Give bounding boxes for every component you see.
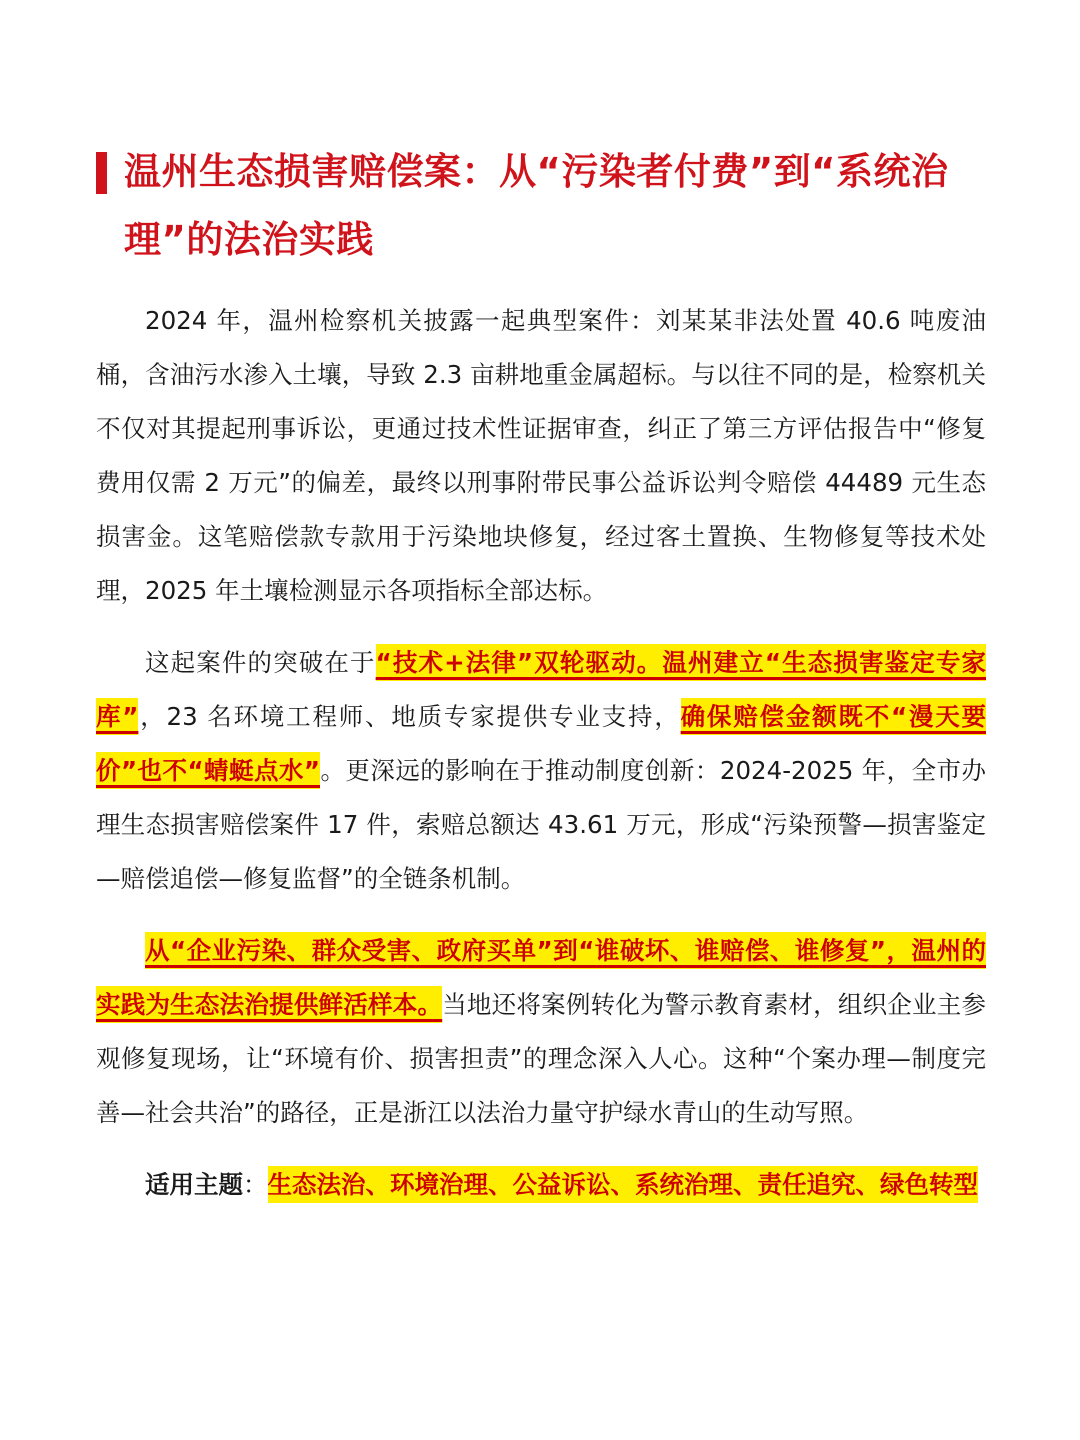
topics-label: 适用主题 — [145, 1170, 243, 1199]
article — [96, 138, 986, 1230]
highlight-tech-law: “技术+法律”双轮驱动。温州建立“生态损害鉴定专家库” — [96, 644, 986, 735]
paragraph-practice — [96, 924, 986, 1140]
topics-list: 生态法治、环境治理、公益诉讼、系统治理、责任追究、绿色转型 — [268, 1166, 979, 1203]
article-title — [96, 138, 986, 274]
topics-separator: ： — [243, 1170, 268, 1199]
paragraph-topics — [96, 1158, 986, 1212]
title-accent-bar — [96, 152, 107, 194]
highlight-compensation: 确保赔偿金额既不“漫天要价”也不“蜻蜓点水” — [96, 698, 986, 789]
paragraph-text: 。更深远的影响在于推动制度创新：2024-2025 年，全市办理生态损害赔偿案件 17 件，索赔总额达 43.61 万元，形成“污染预警—损害鉴定—赔偿追偿—修复监督”的全链条机制。 — [96, 756, 987, 893]
paragraph-text: 2024 年，温州检察机关披露一起典型案件：刘某某非法处置 40.6 吨废油桶，含油污水渗入土壤，导致 2.3 亩耕地重金属超标。与以往不同的是，检察机关不仅对其提起刑事诉讼，更通过技术性证据审查，纠正了第三方评估报告中“修复费用仅需 2 万元”的偏差，最终以刑事附带民事公益诉讼判令赔偿 44489 元生态损害金。这笔赔偿款专款用于污染地块修复，经过客土置换、生物修复等技术处理，2025 年土壤检测显示各项指标全部达标。 — [96, 306, 986, 605]
paragraph-text: 当地还将案例转化为警示教育素材，组织企业主参观修复现场，让“环境有价、损害担责”的理念深入人心。这种“个案办理—制度完善—社会共治”的路径，正是浙江以法治力量守护绿水青山的生动写照。 — [96, 990, 987, 1127]
paragraph-case-summary — [96, 294, 986, 618]
paragraph-text: 这起案件的突破在于 — [145, 648, 376, 677]
paragraph-breakthrough — [96, 636, 986, 906]
highlight-practice-sample: 从“企业污染、群众受害、政府买单”到“谁破坏、谁赔偿、谁修复”，温州的实践为生态法治提供鲜活样本。 — [96, 932, 986, 1023]
title-text: 温州生态损害赔偿案：从“污染者付费”到“系统治理”的法治实践 — [124, 150, 949, 261]
paragraph-text: ，23 名环境工程师、地质专家提供专业支持， — [138, 702, 681, 731]
